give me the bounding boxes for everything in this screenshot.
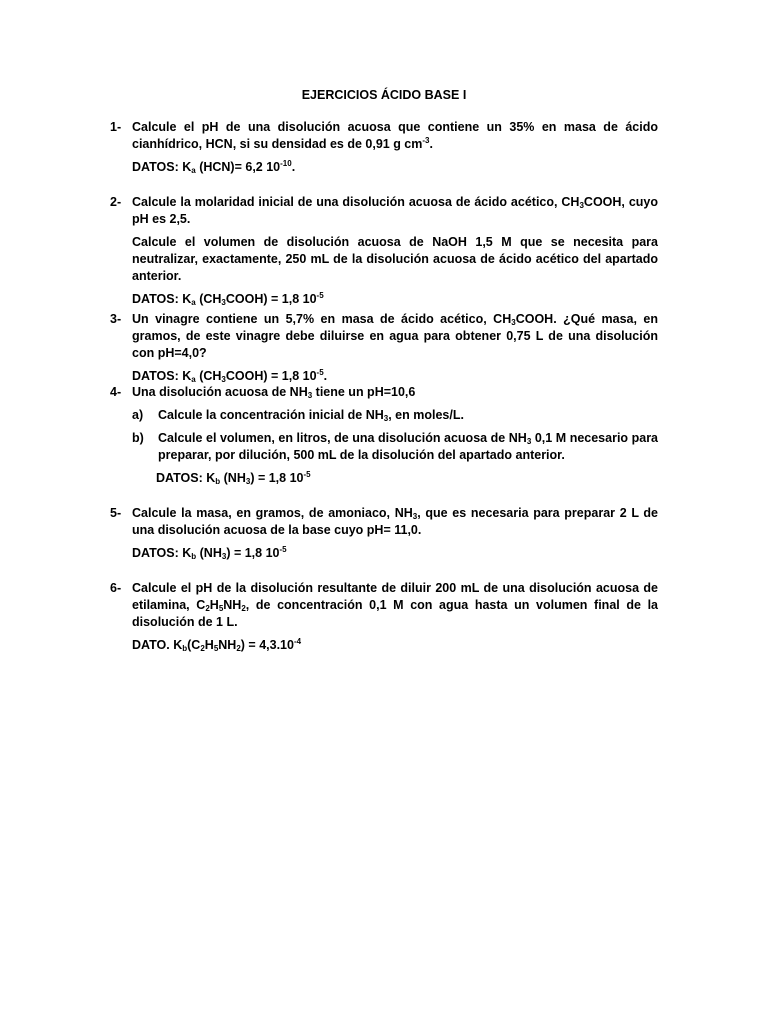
exercise-5-statement: Calcule la masa, en gramos, de amoniaco, $NH_3$, que es necesaria para preparar 2 L de una disolución acuosa de la base cuyo pH= 11,0.: [132, 506, 659, 537]
exercise-6: [110, 580, 658, 654]
exercise-5: [110, 505, 658, 562]
page-title: EJERCICIOS ÁCIDO BASE I: [301, 88, 467, 102]
exercise-3-data: DATOS: $K_a$ $(CH_3COOH) = 1,8$ $10^{-5}$.: [132, 368, 328, 384]
exercise-6-statement: Calcule el pH de la disolución resultante de diluir 200 mL de una disolución acuosa de etilamina, $C_2H_5NH_2$, de concentración 0,1 M con agua hasta un volumen final de la disolución de 1 L.: [132, 581, 659, 629]
exercise-4-data: DATOS: $K_b$ $(NH_3) = 1,8$ $10^{-5}$: [156, 470, 311, 486]
exercise-1-data: DATOS: $K_a$ (HCN)= 6,2 $10^{-10}$.: [132, 159, 296, 175]
exercise-number: 5-: [110, 506, 122, 520]
exercise-number: 2-: [110, 195, 122, 209]
exercise-1-statement: Calcule el pH de una disolución acuosa que contiene un 35% en masa de ácido cianhídrico, HCN, si su densidad es de 0,91 g $cm^{-3}$.: [132, 120, 658, 151]
exercise-2-data: DATOS: $K_a$ $(CH_3COOH) = 1,8$ $10^{-5}$: [132, 291, 324, 307]
exercise-3: [110, 311, 658, 385]
exercise-4: [110, 384, 658, 487]
exercise-2-statement-b: Calcule el volumen de disolución acuosa de NaOH 1,5 M que se necesita para neutralizar, exactamente, 250 mL de la disolución acuosa de ácido acético del apartado anterior.: [132, 235, 658, 283]
exercise-3-statement: Un vinagre contiene un 5,7% en masa de ácido acético, $CH_3COOH$. ¿Qué masa, en gramos, de este vinagre debe diluirse en agua para obtener 0,75 L de una disolución con pH=4,0?: [132, 312, 658, 360]
exercise-number: 3-: [110, 312, 122, 326]
exercise-number: 4-: [110, 385, 122, 399]
exercise-6-data: DATO. $K_b(C_2H_5NH_2) = 4,3.10^{-4}$: [132, 637, 302, 653]
exercise-4-part-b: b) Calcule el volumen, en litros, de una disolución acuosa de $NH_3$ 0,1 M necesario para preparar, por dilución, 500 mL de la disolución del apartado anterior.: [132, 431, 659, 462]
exercise-number: 6-: [110, 581, 122, 595]
exercise-5-data: DATOS: $K_b$ $(NH_3) = 1,8$ $10^{-5}$: [132, 545, 287, 561]
exercise-4-statement: Una disolución acuosa de $NH_3$ tiene un pH=10,6: [132, 385, 416, 400]
exercise-4-part-a: a) Calcule la concentración inicial de $NH_3$, en moles/L.: [132, 408, 464, 423]
exercise-number: 1-: [110, 120, 122, 134]
exercise-2-statement-a: Calcule la molaridad inicial de una disolución acuosa de ácido acético, $CH_3COOH$, cuyo pH es 2,5.: [132, 195, 658, 226]
exercise-1: [110, 119, 658, 176]
exercise-2: [110, 194, 658, 308]
